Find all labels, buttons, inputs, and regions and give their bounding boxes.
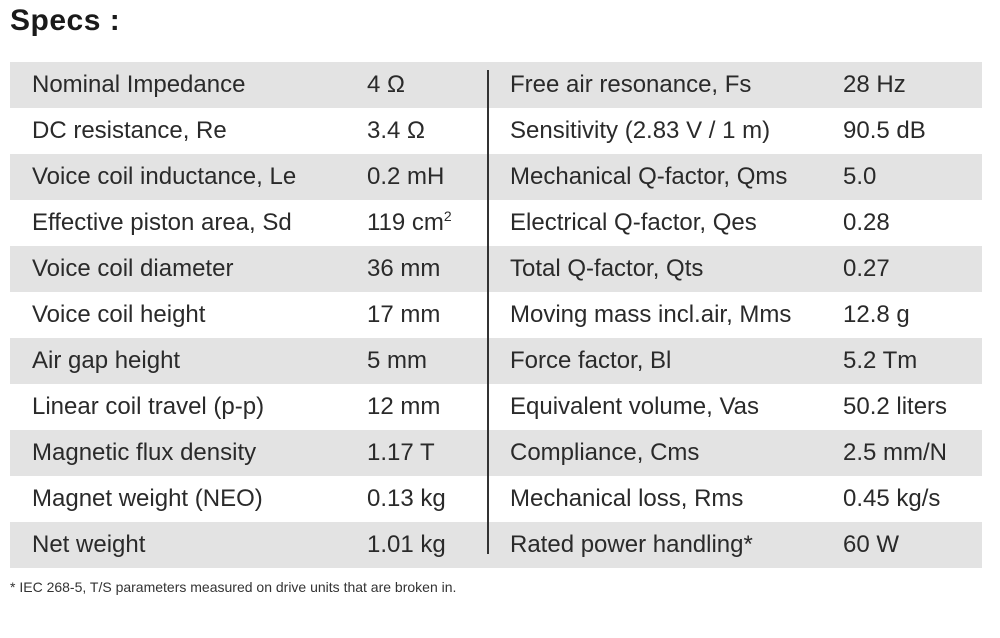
table-row	[10, 384, 982, 430]
table-row	[10, 292, 982, 338]
spec-value: 12 mm	[367, 393, 441, 420]
table-row	[10, 430, 982, 476]
spec-label: Compliance, Cms	[510, 439, 700, 466]
spec-value: 12.8 g	[843, 301, 910, 328]
table-row	[10, 200, 982, 246]
table-row	[10, 338, 982, 384]
spec-value: 0.2 mH	[367, 163, 445, 190]
spec-label: Moving mass incl.air, Mms	[510, 301, 792, 328]
spec-label: Voice coil inductance, Le	[32, 163, 297, 190]
spec-label: Nominal Impedance	[32, 71, 246, 98]
spec-value-text: 119 cm	[367, 209, 444, 236]
spec-value: 5 mm	[367, 347, 427, 374]
table-row	[10, 62, 982, 108]
column-divider	[487, 70, 489, 554]
spec-value	[367, 209, 452, 237]
table-row	[10, 246, 982, 292]
spec-label: Effective piston area, Sd	[32, 209, 292, 236]
spec-value: 5.2 Tm	[843, 347, 918, 374]
table-row	[10, 476, 982, 522]
spec-value: 0.45 kg/s	[843, 485, 941, 512]
table-row	[10, 154, 982, 200]
page-title: Specs :	[10, 4, 121, 37]
spec-label: DC resistance, Re	[32, 117, 227, 144]
spec-value: 1.17 T	[367, 439, 435, 466]
spec-value: 1.01 kg	[367, 531, 446, 558]
spec-label: Air gap height	[32, 347, 181, 374]
spec-value: 0.28	[843, 209, 890, 236]
spec-label: Mechanical loss, Rms	[510, 485, 744, 512]
spec-value: 0.27	[843, 255, 890, 282]
spec-value: 3.4 Ω	[367, 117, 425, 144]
spec-value: 90.5 dB	[843, 117, 926, 144]
spec-label: Voice coil diameter	[32, 255, 234, 282]
spec-label: Electrical Q-factor, Qes	[510, 209, 757, 236]
superscript: 2	[443, 208, 452, 224]
spec-label: Equivalent volume, Vas	[510, 393, 760, 420]
spec-label: Free air resonance, Fs	[510, 71, 752, 98]
footnote: * IEC 268-5, T/S parameters measured on drive units that are broken in.	[10, 579, 457, 595]
specs-table	[10, 62, 982, 568]
spec-label: Magnet weight (NEO)	[32, 485, 263, 512]
spec-value: 50.2 liters	[843, 393, 948, 420]
spec-value: 17 mm	[367, 301, 441, 328]
table-row	[10, 108, 982, 154]
spec-label: Magnetic flux density	[32, 439, 257, 466]
spec-value: 2.5 mm/N	[843, 439, 948, 466]
spec-label: Linear coil travel (p-p)	[32, 393, 265, 420]
spec-label: Mechanical Q-factor, Qms	[510, 163, 788, 190]
spec-value: 5.0	[843, 163, 877, 190]
spec-label: Rated power handling*	[510, 531, 753, 558]
spec-value: 28 Hz	[843, 71, 906, 98]
spec-label: Total Q-factor, Qts	[510, 255, 704, 282]
spec-label: Sensitivity (2.83 V / 1 m)	[510, 117, 771, 144]
spec-value: 0.13 kg	[367, 485, 446, 512]
spec-value: 4 Ω	[367, 71, 405, 98]
spec-value: 60 W	[843, 531, 900, 558]
spec-label: Voice coil height	[32, 301, 206, 328]
spec-label: Force factor, Bl	[510, 347, 672, 374]
spec-value: 36 mm	[367, 255, 441, 282]
spec-label: Net weight	[32, 531, 146, 558]
table-row	[10, 522, 982, 568]
